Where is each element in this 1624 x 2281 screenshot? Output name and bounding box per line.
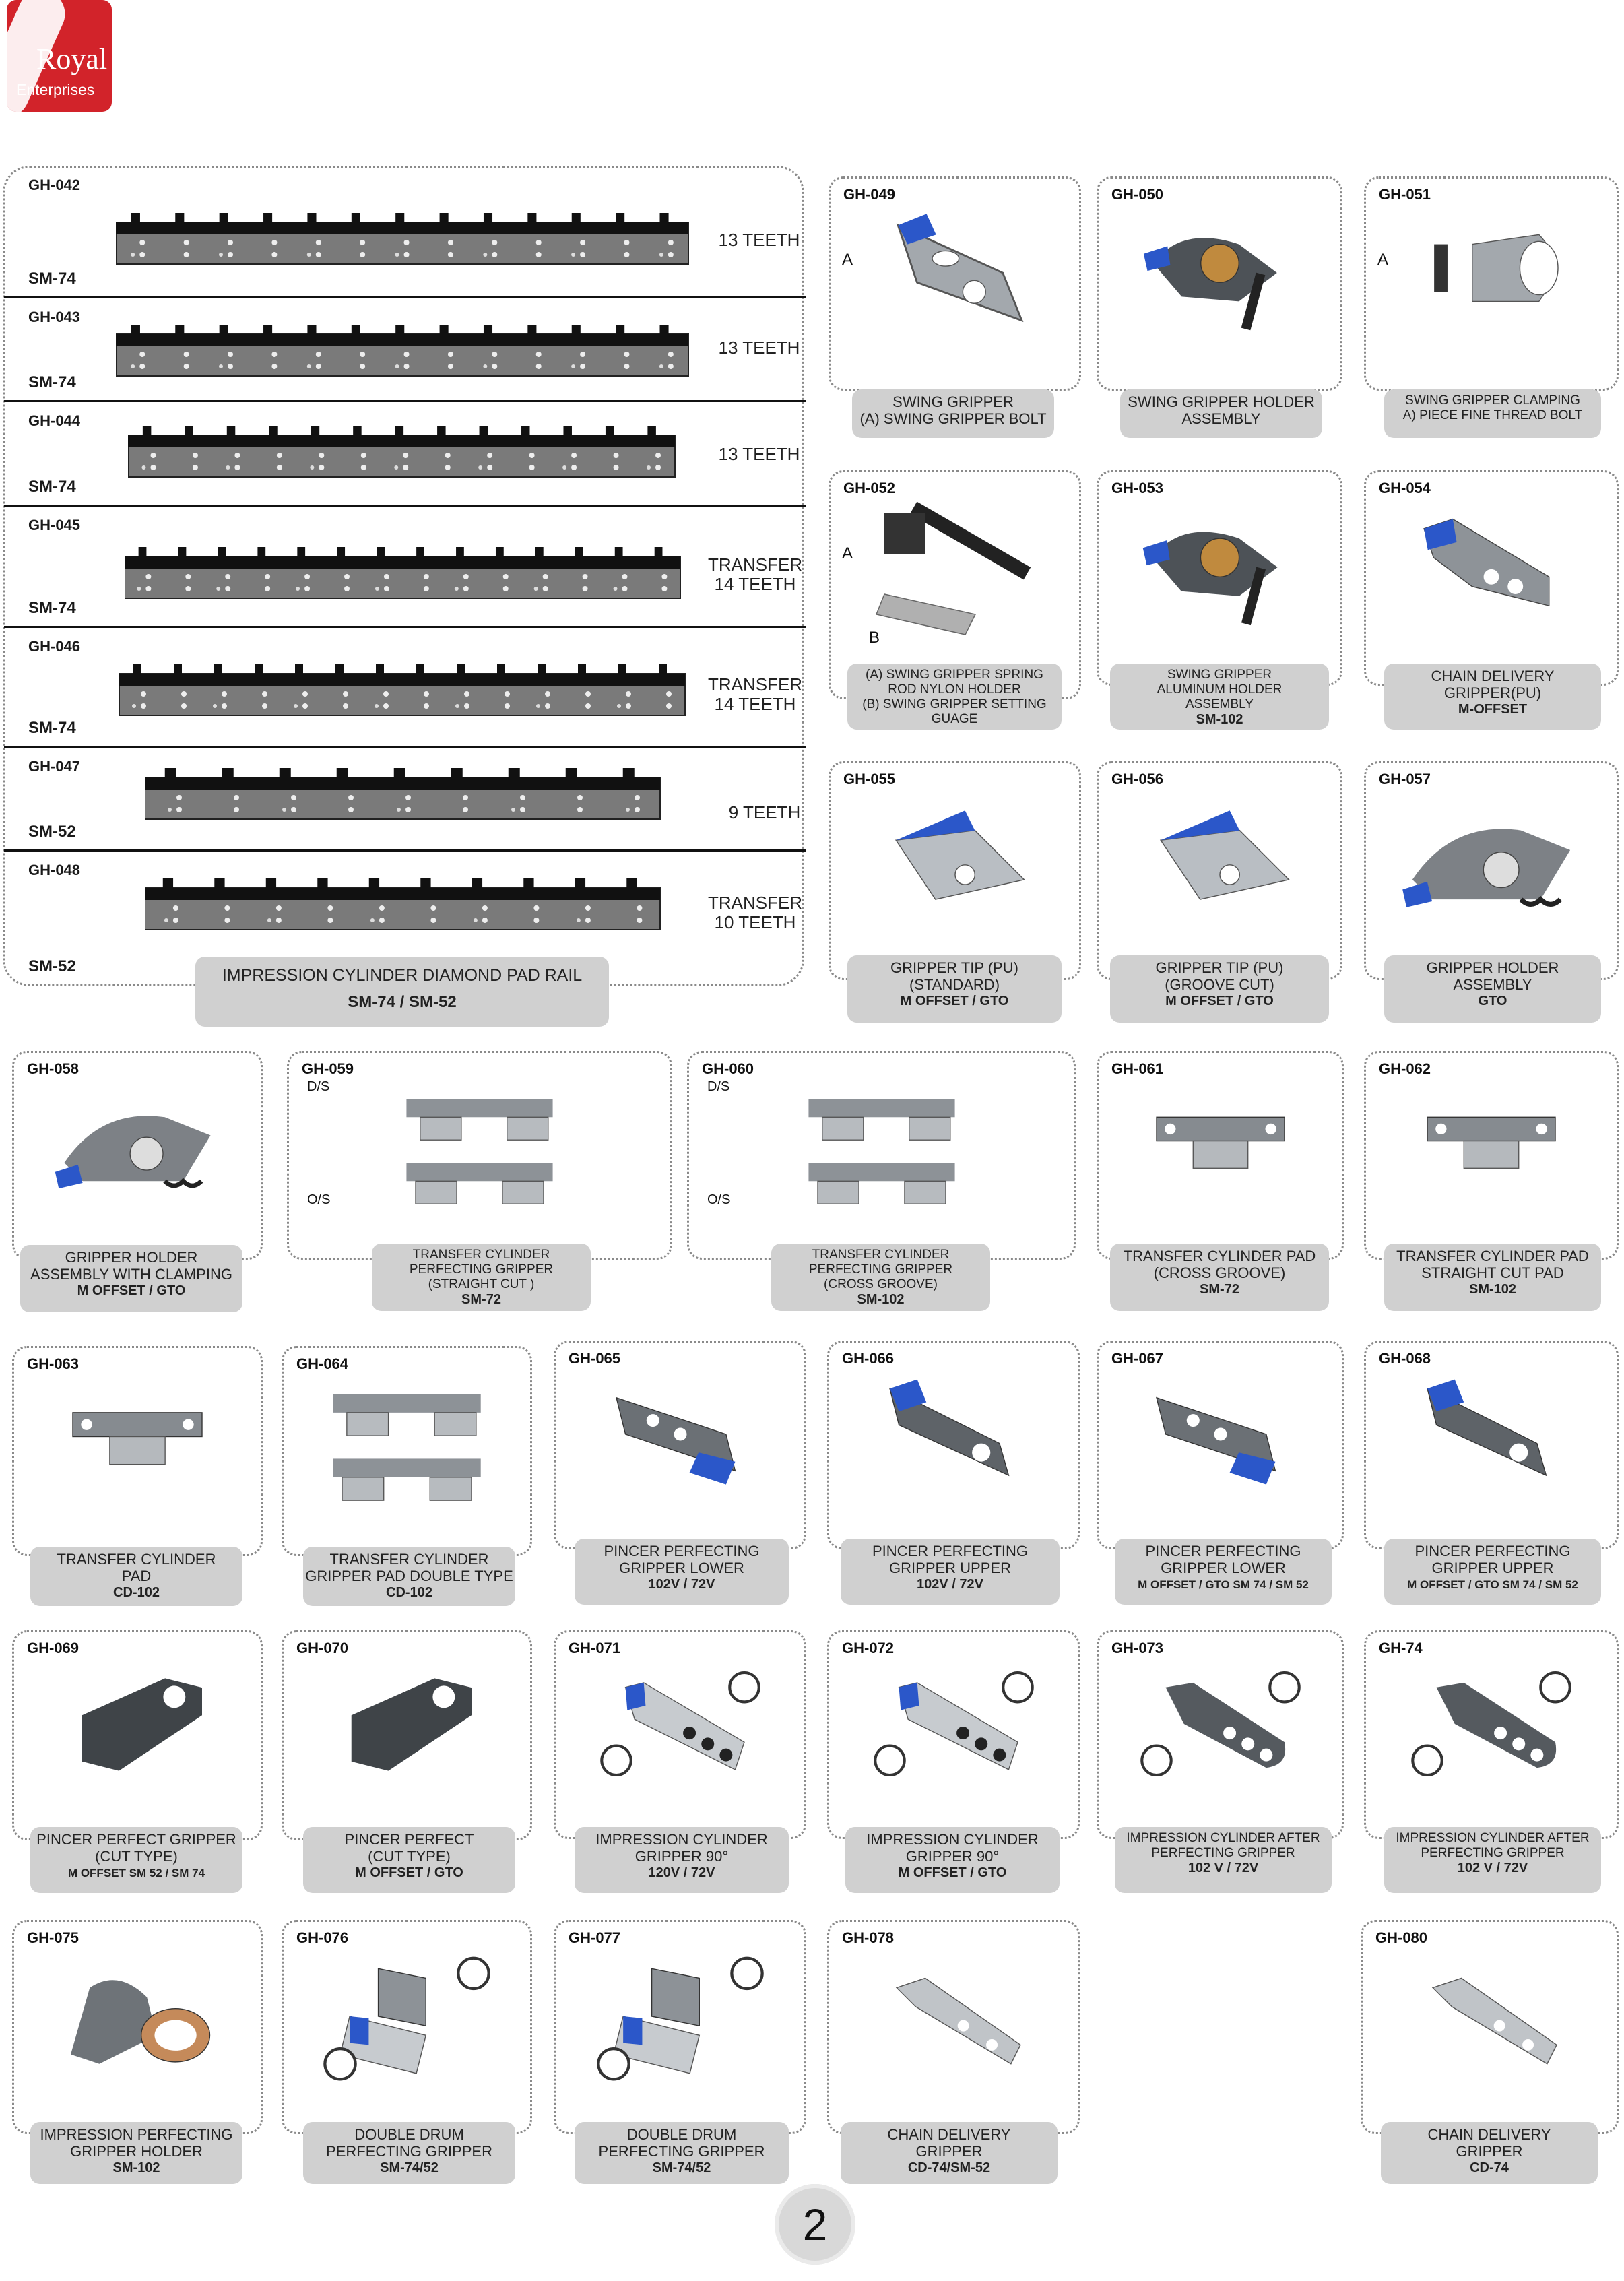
- product-model: SM-72: [461, 1292, 501, 1307]
- product-label-line: ASSEMBLY: [1181, 410, 1261, 427]
- rail-model: SM-74: [28, 599, 76, 617]
- product-code: GH-056: [1111, 771, 1164, 788]
- product-code: GH-070: [296, 1640, 349, 1657]
- product-label: [1115, 1539, 1332, 1605]
- product-label-line: PAD: [121, 1568, 152, 1584]
- rail-drawing: [116, 213, 695, 267]
- product-image: [579, 1370, 781, 1498]
- product-image: [1119, 1081, 1322, 1209]
- product-model: 102 V / 72V: [1188, 1861, 1259, 1875]
- product-label-line: (GROOVE CUT): [1165, 976, 1274, 993]
- product-label: [1115, 1827, 1332, 1893]
- product-label-line: (STRAIGHT CUT ): [428, 1277, 535, 1291]
- product-label: [1384, 1827, 1601, 1893]
- product-image: [853, 1950, 1055, 2083]
- rail-separator: [4, 400, 806, 402]
- product-model: M OFFSET / GTO: [355, 1865, 463, 1880]
- rail-teeth-line: 14 TEETH: [714, 694, 796, 714]
- product-image: [854, 791, 1056, 929]
- product-image: [1390, 1660, 1592, 1788]
- product-image: [379, 1081, 581, 1209]
- product-label-line: IMPRESSION CYLINDER AFTER: [1396, 1831, 1590, 1845]
- product-model: SM-102: [1468, 1282, 1517, 1297]
- product-label-line: PERFECTING GRIPPER: [1421, 1846, 1565, 1860]
- rail-teeth-line: 13 TEETH: [718, 338, 800, 358]
- product-label-line: SWING GRIPPER: [1167, 668, 1272, 682]
- rail-code: GH-046: [28, 638, 81, 655]
- product-label-line: GRIPPER(PU): [1443, 684, 1542, 701]
- product-label-line: GRIPPER HOLDER: [65, 1249, 198, 1266]
- product-label: [1384, 1539, 1601, 1605]
- product-model: CD-102: [113, 1585, 160, 1600]
- product-code: GH-078: [842, 1929, 895, 1946]
- product-model: CD-74/SM-52: [907, 2160, 991, 2175]
- product-label: [1381, 2122, 1598, 2184]
- product-image: [306, 1660, 508, 1789]
- product-code: GH-065: [569, 1350, 621, 1367]
- rail-teeth-line: TRANSFER: [707, 674, 803, 695]
- rail-drawing: [145, 878, 667, 932]
- product-code: GH-74: [1379, 1640, 1423, 1657]
- product-code: GH-076: [296, 1929, 349, 1946]
- brand-logo: [7, 0, 112, 112]
- product-code: GH-064: [296, 1355, 349, 1372]
- product-image: [579, 1660, 781, 1788]
- rail-teeth-line: 9 TEETH: [728, 802, 801, 823]
- ds-label: D/S: [707, 1079, 730, 1094]
- product-label-line: PINCER PERFECT: [344, 1831, 474, 1848]
- product-label-line: (CROSS GROOVE): [824, 1277, 938, 1291]
- product-label-line: DOUBLE DRUM: [354, 2126, 464, 2143]
- product-image: [36, 1376, 238, 1505]
- product-image: [853, 1370, 1055, 1498]
- product-code: GH-071: [569, 1640, 621, 1657]
- product-code: GH-060: [702, 1060, 754, 1077]
- rail-drawing: [145, 768, 667, 822]
- product-label-line: TRANSFER CYLINDER: [412, 1248, 550, 1262]
- product-image: [579, 1950, 781, 2083]
- product-code: GH-067: [1111, 1350, 1164, 1367]
- product-label: [575, 1539, 789, 1605]
- rail-code: GH-048: [28, 862, 81, 878]
- product-model: M OFFSET SM 52 / SM 74: [67, 1867, 205, 1880]
- product-label-line: IMPRESSION PERFECTING: [40, 2126, 233, 2143]
- product-code: GH-077: [569, 1929, 621, 1946]
- rail-teeth-label: [684, 555, 826, 594]
- product-label-line: TRANSFER CYLINDER PAD: [1123, 1248, 1316, 1264]
- rail-teeth-line: TRANSFER: [707, 554, 803, 575]
- rail-model: SM-74: [28, 373, 76, 391]
- product-model: CD-102: [386, 1585, 432, 1600]
- product-model: SM-72: [1200, 1282, 1239, 1297]
- product-label-line: GRIPPER PAD DOUBLE TYPE: [305, 1568, 513, 1584]
- marker-a: A: [1377, 251, 1389, 269]
- product-label: [575, 2122, 789, 2184]
- rail-separator: [4, 626, 806, 628]
- product-code: GH-055: [843, 771, 896, 788]
- rail-code: GH-044: [28, 412, 81, 429]
- product-label-line: GRIPPER 90°: [905, 1848, 1000, 1865]
- product-image: [36, 1081, 238, 1209]
- product-code: GH-051: [1379, 186, 1431, 203]
- product-label-line: GRIPPER UPPER: [889, 1560, 1011, 1576]
- product-label-line: STRAIGHT CUT PAD: [1421, 1264, 1564, 1281]
- product-label-line: ASSEMBLY WITH CLAMPING: [30, 1266, 232, 1283]
- product-label-line: (CUT TYPE): [368, 1848, 451, 1865]
- product-model: M-OFFSET: [1458, 702, 1528, 717]
- product-image: [1119, 500, 1321, 635]
- product-label: [841, 1539, 1060, 1605]
- product-code: GH-059: [302, 1060, 354, 1077]
- product-model: M OFFSET / GTO: [898, 1865, 1007, 1880]
- product-label: [30, 2122, 242, 2184]
- product-code: GH-063: [27, 1355, 79, 1372]
- product-label-line: ROD NYLON HOLDER: [888, 682, 1021, 697]
- product-model: SM-102: [857, 1292, 905, 1307]
- product-model: GTO: [1478, 994, 1507, 1008]
- product-label: [1384, 1244, 1601, 1311]
- rail-model: SM-74: [28, 719, 76, 737]
- page-number: 2: [775, 2184, 855, 2265]
- marker-a: A: [842, 544, 853, 563]
- product-label-line: PINCER PERFECTING: [872, 1543, 1029, 1560]
- product-label-line: PERFECTING GRIPPER: [808, 1262, 953, 1277]
- rail-teeth-line: TRANSFER: [707, 893, 803, 913]
- marker-b: B: [869, 629, 880, 647]
- rail-teeth-label: [684, 675, 826, 714]
- rail-model: SM-52: [28, 957, 76, 975]
- product-code: GH-066: [842, 1350, 895, 1367]
- product-image: [1119, 791, 1321, 929]
- product-label-line: IMPRESSION CYLINDER: [595, 1831, 768, 1848]
- product-label-line: GRIPPER LOWER: [1161, 1560, 1286, 1576]
- product-label: [845, 1827, 1060, 1893]
- product-model: 120V / 72V: [648, 1865, 715, 1880]
- product-label-line: A) PIECE FINE THREAD BOLT: [1402, 408, 1583, 422]
- rails-title-label: [195, 957, 609, 1027]
- os-label: O/S: [307, 1192, 331, 1207]
- product-label-line: GRIPPER TIP (PU): [890, 959, 1018, 976]
- rail-code: GH-043: [28, 309, 81, 325]
- rail-separator: [4, 746, 806, 748]
- product-code: GH-072: [842, 1640, 895, 1657]
- product-image: [306, 1950, 508, 2083]
- product-model: CD-74: [1470, 2160, 1509, 2175]
- product-label-line: GRIPPER HOLDER: [70, 2143, 203, 2160]
- product-label-line: PINCER PERFECT GRIPPER: [36, 1831, 236, 1848]
- product-label-line: PERFECTING GRIPPER: [326, 2143, 492, 2160]
- product-label-line: (STANDARD): [909, 976, 1000, 993]
- rail-code: GH-045: [28, 517, 81, 534]
- brand-name: Royal: [36, 42, 108, 75]
- product-image: [1390, 206, 1592, 340]
- product-label-line: ASSEMBLY: [1453, 976, 1532, 993]
- product-model: 102 V / 72V: [1457, 1861, 1528, 1875]
- rail-teeth-label: [688, 445, 830, 464]
- product-label-line: PINCER PERFECTING: [1415, 1543, 1571, 1560]
- product-label-line: GRIPPER UPPER: [1431, 1560, 1554, 1576]
- product-label-line: SWING GRIPPER CLAMPING: [1405, 393, 1580, 408]
- product-image: [1390, 1081, 1592, 1209]
- product-label-line: TRANSFER CYLINDER: [812, 1248, 950, 1262]
- product-label-line: PERFECTING GRIPPER: [598, 2143, 765, 2160]
- rail-separator: [4, 505, 806, 507]
- rail-teeth-line: 10 TEETH: [714, 912, 796, 932]
- rail-model: SM-52: [28, 823, 76, 841]
- product-label-line: TRANSFER CYLINDER: [329, 1551, 489, 1568]
- rail-code: GH-047: [28, 758, 81, 775]
- product-label: [1384, 955, 1601, 1023]
- rail-teeth-line: 13 TEETH: [718, 444, 800, 464]
- rail-model: SM-74: [28, 269, 76, 288]
- product-image: [853, 1660, 1055, 1788]
- product-label: [1120, 389, 1322, 438]
- product-model: M OFFSET / GTO: [1165, 994, 1274, 1008]
- product-image: [854, 206, 1056, 340]
- rail-drawing: [119, 664, 692, 718]
- product-label-line: (B) SWING GRIPPER SETTING GUAGE: [862, 697, 1047, 726]
- product-image: [1389, 1950, 1591, 2083]
- product-model: SM-102: [1196, 712, 1243, 727]
- product-code: GH-052: [843, 480, 896, 496]
- product-label-line: IMPRESSION CYLINDER: [866, 1831, 1039, 1848]
- product-label: [20, 1245, 242, 1312]
- product-label-line: DOUBLE DRUM: [626, 2126, 737, 2143]
- product-label: [1384, 664, 1601, 730]
- product-label-line: CHAIN DELIVERY: [1431, 668, 1555, 684]
- product-label-line: (CROSS GROOVE): [1153, 1264, 1286, 1281]
- rails-title: IMPRESSION CYLINDER DIAMOND PAD RAIL: [222, 966, 583, 985]
- product-label: [303, 1827, 515, 1893]
- product-code: GH-050: [1111, 186, 1164, 203]
- product-model: 102V / 72V: [917, 1577, 983, 1592]
- rail-code: GH-042: [28, 176, 81, 193]
- product-image: [1119, 1370, 1322, 1498]
- product-label-line: PINCER PERFECTING: [1145, 1543, 1301, 1560]
- product-image: [36, 1950, 238, 2083]
- product-label: [1110, 1244, 1329, 1311]
- product-model: M OFFSET / GTO: [900, 994, 1009, 1008]
- rail-teeth-line: 13 TEETH: [718, 230, 800, 250]
- product-label-line: CHAIN DELIVERY: [1427, 2126, 1551, 2143]
- rails-models: SM-74 / SM-52: [348, 993, 457, 1011]
- product-label-line: GRIPPER HOLDER: [1426, 959, 1559, 976]
- product-image: [306, 1376, 508, 1505]
- product-image: [781, 1081, 983, 1209]
- product-label: [303, 1547, 515, 1606]
- product-label: [771, 1244, 990, 1311]
- product-label-line: IMPRESSION CYLINDER AFTER: [1126, 1831, 1320, 1845]
- product-label-line: GRIPPER TIP (PU): [1155, 959, 1284, 976]
- product-code: GH-054: [1379, 480, 1431, 496]
- marker-a: A: [842, 251, 853, 269]
- product-code: GH-062: [1379, 1060, 1431, 1077]
- product-label: [303, 2122, 515, 2184]
- os-label: O/S: [707, 1192, 731, 1207]
- product-label-line: PERFECTING GRIPPER: [409, 1262, 554, 1277]
- product-image: [36, 1660, 238, 1789]
- product-model: M OFFSET / GTO SM 74 / SM 52: [1407, 1578, 1578, 1591]
- product-label-line: GRIPPER: [915, 2143, 983, 2160]
- product-label-line: PINCER PERFECTING: [604, 1543, 760, 1560]
- product-label-line: PERFECTING GRIPPER: [1151, 1846, 1295, 1860]
- product-model: M OFFSET / GTO: [77, 1283, 186, 1298]
- product-label: [575, 1827, 789, 1893]
- product-label: [1110, 664, 1329, 730]
- brand-tagline: Enterprises: [16, 81, 95, 98]
- rail-teeth-label: [688, 230, 830, 250]
- product-image: [1390, 500, 1592, 635]
- product-model: SM-74/52: [652, 2160, 711, 2175]
- product-label-line: (A) SWING GRIPPER SPRING: [866, 668, 1043, 682]
- rail-teeth-label: [694, 803, 835, 823]
- product-model: M OFFSET / GTO SM 74 / SM 52: [1138, 1578, 1309, 1591]
- product-label-line: SWING GRIPPER: [892, 393, 1014, 410]
- ds-label: D/S: [307, 1079, 330, 1094]
- rail-teeth-label: [688, 338, 830, 358]
- product-label-line: ASSEMBLY: [1185, 697, 1254, 711]
- product-label-line: TRANSFER CYLINDER: [57, 1551, 216, 1568]
- product-code: GH-053: [1111, 480, 1164, 496]
- product-label-line: SWING GRIPPER HOLDER: [1128, 393, 1315, 410]
- product-label-line: (CUT TYPE): [95, 1848, 178, 1865]
- product-label: [1110, 955, 1329, 1023]
- product-image: [1390, 1370, 1592, 1498]
- product-label: [847, 955, 1062, 1023]
- rail-teeth-line: 14 TEETH: [714, 574, 796, 594]
- product-code: GH-075: [27, 1929, 79, 1946]
- product-label: [852, 389, 1054, 438]
- product-code: GH-080: [1375, 1929, 1428, 1946]
- product-label-line: GRIPPER LOWER: [619, 1560, 744, 1576]
- product-code: GH-069: [27, 1640, 79, 1657]
- product-code: GH-058: [27, 1060, 79, 1077]
- product-label: [1384, 389, 1601, 438]
- product-label: [30, 1547, 242, 1606]
- product-code: GH-061: [1111, 1060, 1164, 1077]
- rail-teeth-label: [684, 893, 826, 932]
- product-model: 102V / 72V: [648, 1577, 715, 1592]
- product-label: [372, 1244, 591, 1311]
- rail-separator: [4, 296, 806, 298]
- product-label-line: ALUMINUM HOLDER: [1157, 682, 1282, 697]
- product-label-line: GRIPPER 90°: [635, 1848, 729, 1865]
- rail-separator: [4, 849, 806, 852]
- rail-drawing: [125, 547, 687, 601]
- product-model: SM-102: [112, 2160, 160, 2175]
- product-code: GH-073: [1111, 1640, 1164, 1657]
- product-label-line: CHAIN DELIVERY: [887, 2126, 1011, 2143]
- product-label: [30, 1827, 242, 1893]
- rail-model: SM-74: [28, 478, 76, 496]
- rail-drawing: [116, 325, 695, 379]
- product-label: [847, 664, 1062, 730]
- product-code: GH-068: [1379, 1350, 1431, 1367]
- product-image: [1119, 206, 1321, 340]
- product-label: [841, 2122, 1058, 2184]
- product-image: [854, 500, 1056, 648]
- rail-drawing: [128, 426, 682, 480]
- product-model: SM-74/52: [380, 2160, 439, 2175]
- product-code: GH-057: [1379, 771, 1431, 788]
- product-label-line: (A) SWING GRIPPER BOLT: [859, 410, 1047, 427]
- product-image: [1390, 791, 1592, 929]
- product-label-line: GRIPPER: [1456, 2143, 1523, 2160]
- product-image: [1119, 1660, 1322, 1788]
- product-label-line: TRANSFER CYLINDER PAD: [1396, 1248, 1589, 1264]
- product-code: GH-049: [843, 186, 896, 203]
